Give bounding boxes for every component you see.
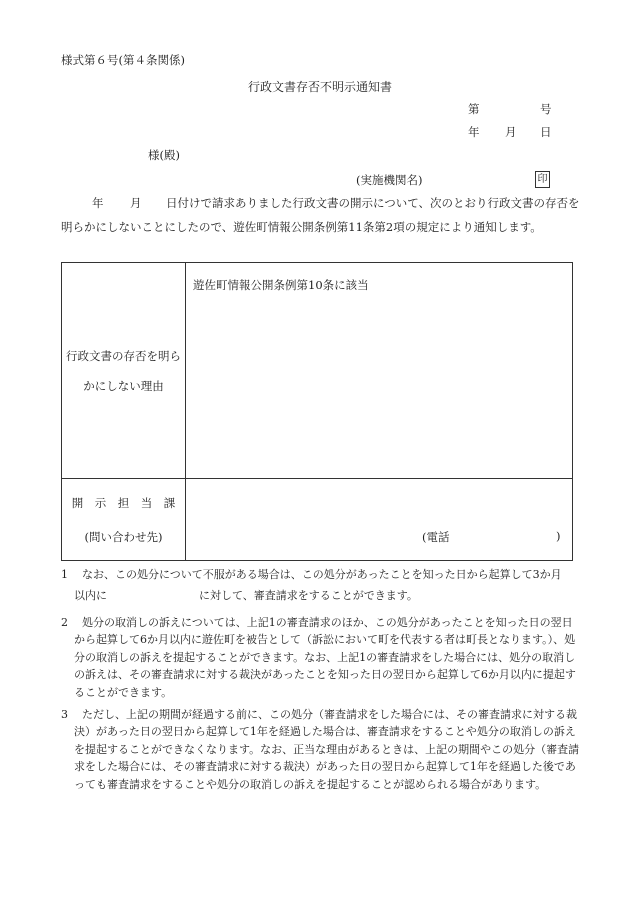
addressee: 様(殿) [148, 148, 180, 162]
body-line-2: 明らかにしないことにしたので、遊佐町情報公開条例第11条第2項の規定により通知します。 [61, 220, 542, 234]
notice-table [61, 262, 573, 561]
reason-value: 遊佐町情報公開条例第10条に該当 [193, 278, 369, 292]
body-month: 月 [130, 196, 142, 210]
phone-close: ) [556, 529, 561, 543]
date-month: 月 [505, 125, 517, 139]
body-year: 年 [92, 196, 104, 210]
reason-value-cell [186, 263, 573, 479]
seal-mark: 印 [535, 171, 550, 188]
department-label: 開 示 担 当 課 [71, 495, 176, 510]
department-value-cell [186, 479, 573, 561]
reason-label-cell [62, 263, 186, 479]
phone-label: (電話 [422, 530, 450, 544]
reason-label-line-1: 行政文書の存否を明ら [66, 348, 181, 363]
document-title: 行政文書存否不明示通知書 [248, 80, 393, 94]
reason-label-line-2: かにしない理由 [83, 378, 164, 393]
form-number: 様式第６号(第４条関係) [61, 53, 185, 67]
department-label-cell [62, 479, 186, 561]
contact-label: (問い合わせ先) [84, 529, 163, 544]
doc-number-prefix: 第 [468, 102, 480, 116]
note-3: 3 ただし、上記の期間が経過する前に、この処分（審査請求をした場合には、その審査請求に対する裁決）があった日の翌日から起算して1年を経過した場合は、審査請求をすることや処分の取消しの訴えを提起することができなくなります。なお、正当な理由があるときは、上記の期間やこの処分（審査請求をした場合には、その審査請求に対する裁決）があった日の翌日から起算して1年を経過した後であっても審査請求をすることや処分の取消しの訴えを提起することが認められる場合があります。 [61, 707, 580, 791]
body-line-1: 日付けで請求ありました行政文書の開示について、次のとおり行政文書の存否を [166, 196, 580, 210]
doc-number-suffix: 号 [540, 102, 552, 116]
date-year: 年 [468, 125, 480, 139]
notes-section [61, 566, 581, 796]
note-2: 2 処分の取消しの訴えについては、上記1の審査請求のほか、この処分があったことを知った日の翌日から起算して6か月以内に遊佐町を被告として（訴訟において町を代表する者は町長となります。）、処分の取消しの訴えを提起することができます。なお、上記1の審査請求をした場合には、処分の取消しの訴えは、その審査請求に対する裁決があったことを知った日の翌日から起算して6か月以内に提起することができます。 [61, 615, 576, 699]
note-1: 1 なお、この処分について不服がある場合は、この処分があったことを知った日から起算して3か月 以内に に対して、審査請求をすることができます。 [61, 568, 562, 602]
date-day: 日 [540, 125, 552, 139]
agency-name: (実施機関名) [356, 173, 423, 187]
